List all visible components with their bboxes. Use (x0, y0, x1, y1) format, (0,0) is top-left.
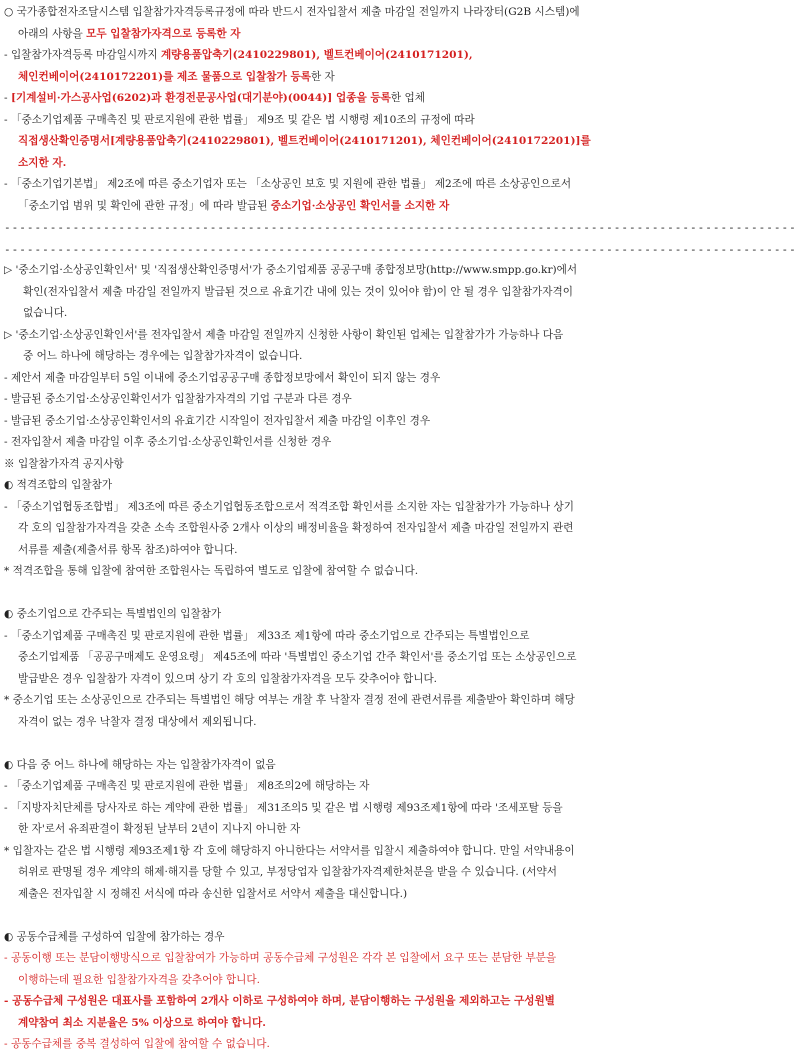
text-line (4, 196, 716, 218)
highlighted-line: - 공동이행 또는 분담이행방식으로 입찰참여가 가능하며 공동수급체 구성원은 각각 본 입찰에서 요구 또는 분담한 부분을 (4, 952, 557, 964)
text-line: ▷ '중소기업·소상공인확인서'를 전자입찰서 제출 마감일 전일까지 신청한 사항이 확인된 업체는 입찰참가가 가능하나 다음 (4, 328, 564, 341)
section-disqualification (4, 755, 716, 906)
text-line: 없습니다. (23, 307, 68, 319)
text-line: ※ 입찰참가자격 공지사항 (4, 457, 124, 470)
text-span: 한 업체 (390, 92, 425, 104)
section-heading: ◐ 공동수급체를 구성하여 입찰에 참가하는 경우 (4, 930, 225, 943)
text-span: 한 자 (310, 70, 335, 83)
text-line: - 「지방자치단체를 당사자로 하는 계약에 관한 법률」 제31조의5 및 같은 법 시행령 제93조제1항에 따라 '조세포탈 등을 (4, 801, 563, 814)
text-span: - 입찰참가자격등록 마감일시까지 (4, 49, 161, 61)
text-line: 확인(전자입찰서 제출 마감일 전일까지 발급된 것으로 유효기간 내에 있는 것이 있어야 함)이 안 될 경우 입찰참가자격이 (23, 285, 573, 298)
highlighted-line: - 공동수급체 구성원은 대표사를 포함하여 2개사 이하로 구성하여야 하며, 분담이행하는 구성원을 제외하고는 구성원별 (4, 995, 555, 1007)
highlighted-text: 중소기업·소상공인 확인서를 소지한 자 (270, 199, 450, 212)
text-line: * 중소기업 또는 소상공인으로 간주되는 특별법인 해당 여부는 개찰 후 낙찰자 결정 전에 관련서류를 제출받아 확인하며 해당 (4, 694, 575, 706)
text-line: 제출은 전자입찰 시 정해진 서식에 따라 송신한 입찰서로 서약서 제출을 대신합니다.) (18, 887, 408, 900)
section-special-corporation (4, 604, 716, 733)
section-heading: ◐ 중소기업으로 간주되는 특별법인의 입찰참가 (4, 608, 222, 620)
text-line: 각 호의 입찰참가자격을 갖춘 소속 조합원사중 2개사 이상의 배정비율을 확정하여 전자입찰서 제출 마감일 전일까지 관련 (18, 522, 574, 534)
highlighted-text: 계량용품압축기(2410229801), 벨트컨베이어(2410171201), (160, 49, 473, 61)
dashed-divider: -------------------------------------------------------------------------------------------------------- (4, 221, 797, 234)
text-line: 서류를 제출(제출서류 항목 참조)하여야 합니다. (18, 543, 238, 556)
dashed-divider: -------------------------------------------------------------------------------------------------------- (4, 242, 797, 256)
text-line: 발급받은 경우 입찰참가 자격이 있으며 상기 각 호의 입찰참가자격을 모두 갖추어야 합니다. (18, 672, 438, 685)
section-heading: ◐ 적격조합의 입찰참가 (4, 479, 113, 491)
text-line: * 입찰자는 같은 법 시행령 제93조제1항 각 호에 해당하지 아니한다는 서약서를 입찰시 제출하여야 합니다. 만일 서약내용이 (4, 844, 575, 857)
text-span: 아래의 사항을 (18, 27, 87, 40)
section-sme-certificate (4, 260, 716, 475)
text-line: - 전자입찰서 제출 마감일 이후 중소기업·소상공인확인서를 신청한 경우 (4, 436, 332, 448)
highlighted-line: 계약참여 최소 지분율은 5% 이상으로 하여야 합니다. (18, 1016, 266, 1029)
highlighted-line: 소지한 자. (18, 156, 67, 169)
text-line (4, 67, 716, 89)
text-line: 허위로 판명될 경우 계약의 해제·해지를 당할 수 있고, 부정당업자 입찰참가자격제한처분을 받을 수 있습니다. (서약서 (18, 866, 557, 878)
text-line: - 「중소기업협동조합법」 제3조에 따른 중소기업협동조합으로서 적격조합 확인서를 소지한 자는 입찰참가가 가능하나 상기 (4, 500, 574, 513)
text-line: ▷ '중소기업·소상공인확인서' 및 '직접생산확인증명서'가 중소기업제품 공공구매 종합정보망(http://www.smpp.go.kr)에서 (4, 264, 578, 276)
text-line: - 발급된 중소기업·소상공인확인서가 입찰참가자격의 기업 구분과 다른 경우 (4, 393, 352, 405)
text-line: 중 어느 하나에 해당하는 경우에는 입찰참가자격이 없습니다. (23, 350, 303, 362)
text-span: - (4, 92, 11, 104)
text-line (4, 24, 716, 46)
highlighted-text: 체인컨베이어(2410172201)를 제조 물품으로 입찰참가 등록 (18, 70, 311, 83)
highlighted-line: 이행하는데 필요한 입찰참가자격을 갖추어야 합니다. (18, 973, 260, 986)
section-joint-venture (4, 927, 716, 1056)
text-line: - 「중소기업기본법」 제2조에 따른 중소기업자 또는 「소상공인 보호 및 지원에 관한 법률」 제2조에 따른 소상공인으로서 (4, 178, 572, 190)
highlighted-text: 모두 입찰참가자격으로 등록한 자 (86, 27, 241, 40)
text-line: - 발급된 중소기업·소상공인확인서의 유효기간 시작일이 전자입찰서 제출 마감일 이후인 경우 (4, 414, 431, 427)
text-line: * 적격조합을 통해 입찰에 참여한 조합원사는 독립하여 별도로 입찰에 참여할 수 없습니다. (4, 565, 419, 577)
highlighted-line: - 공동수급체를 중복 결성하여 입찰에 참여할 수 없습니다. (4, 1038, 270, 1050)
text-line: 한 자'로서 유죄판결이 확정된 날부터 2년이 지나지 아니한 자 (18, 823, 301, 835)
text-line (4, 88, 716, 110)
text-line: - 「중소기업제품 구매촉진 및 판로지원에 관한 법률」 제8조의2에 해당하는 자 (4, 780, 370, 792)
text-line (4, 45, 716, 67)
text-span: 「중소기업 범위 및 확인에 관한 규정」에 따라 발급된 (18, 199, 271, 212)
highlighted-line: 직접생산확인증명서[계량용품압축기(2410229801), 벨트컨베이어(2410171201), 체인컨베이어(2410172201)]를 (18, 135, 591, 147)
text-line: 중소기업제품 「공공구매제도 운영요령」 제45조에 따라 '특별법인 중소기업 간주 확인서'를 중소기업 또는 소상공인으로 (18, 651, 577, 663)
text-line: - 「중소기업제품 구매촉진 및 판로지원에 관한 법률」 제9조 및 같은 법 시행령 제10조의 규정에 따라 (4, 113, 475, 126)
section-heading: ◐ 다음 중 어느 하나에 해당하는 자는 입찰참가자격이 없음 (4, 758, 276, 771)
section-qualified-union (4, 475, 716, 583)
text-line: 자격이 없는 경우 낙찰자 결정 대상에서 제외됩니다. (18, 715, 257, 728)
highlighted-text: [기계설비·가스공사업(6202)과 환경전문공사업(대기분야)(0044)] 업종을 등록 (10, 92, 391, 104)
text-line: ○ 국가종합전자조달시스템 입찰참가자격등록규정에 따라 반드시 전자입찰서 제출 마감일 전일까지 나라장터(G2B 시스템)에 (4, 6, 580, 18)
section-registration (4, 2, 716, 217)
text-line: - 제안서 제출 마감일부터 5일 이내에 중소기업공공구매 종합정보망에서 확인이 되지 않는 경우 (4, 371, 441, 384)
text-line: - 「중소기업제품 구매촉진 및 판로지원에 관한 법률」 제33조 제1항에 따라 중소기업으로 간주되는 특별법인으로 (4, 629, 530, 642)
